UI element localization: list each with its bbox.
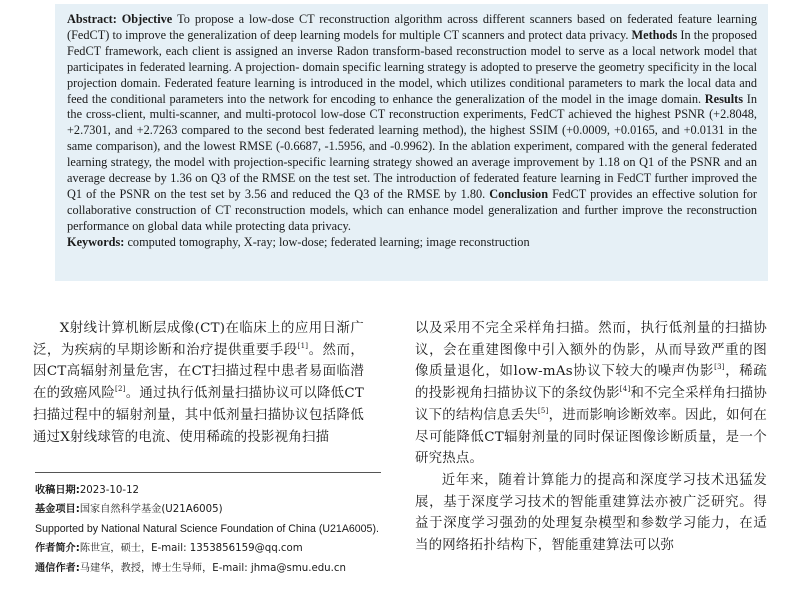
fund-label: 基金项目: xyxy=(35,504,80,516)
abstract-box xyxy=(55,4,768,281)
author-value: 陈世宣，硕士，E-mail: 1353856159@qq.com xyxy=(79,543,303,555)
author-info xyxy=(35,539,395,558)
corresponding-author xyxy=(35,559,395,578)
methods-label: Methods xyxy=(631,27,681,42)
objective-text: To propose a low-dose CT reconstruction algorithm across different scanners based on federated feature learning (FedCT) to improve the generalization of deep learning models for multiple CT scanners and protect data privacy. xyxy=(67,12,757,42)
intro-paragraph-1-cont xyxy=(415,318,767,470)
intro-paragraph-2: 近年来，随着计算能力的提高和深度学习技术迅猛发展，基于深度学习技术的智能重建算法亦被广泛研究。得益于深度学习强劲的处理复杂模型和参数学习能力，在适当的网络拓扑结构下，智能重建算法可以弥 xyxy=(415,472,767,554)
intro-text-a: X射线计算机断层成像(CT)在临床上的应用日渐广泛，为疾病的早期诊断和治疗提供重要手段 xyxy=(33,321,364,358)
fund-value: 国家自然科学基金(U21A6005) xyxy=(79,504,223,516)
body-column-right xyxy=(415,318,767,557)
corresponding-value: 马建华，教授，博士生导师，E-mail: jhma@smu.edu.cn xyxy=(79,562,346,574)
corresponding-label: 通信作者: xyxy=(35,562,80,574)
fund-project xyxy=(35,500,395,519)
citation-3[interactable]: [3] xyxy=(714,363,725,372)
methods-text: In the proposed FedCT framework, each client is assigned an inverse Radon transform-based reconstruction model to serve as a local network model that participates in federated learning. A projection- domain specific learning strategy is adopted to preserve the geometry specificity in the local projection domain. Federated feature learning is introduced in the model, which utilizes conditional parameters to mark the local data and feed the conditional parameters into the network for encoding to enhance the generalization of the model in the image domain. xyxy=(67,27,757,106)
received-date xyxy=(35,481,395,500)
abstract-label: Abstract: xyxy=(67,12,122,26)
conclusion-label: Conclusion xyxy=(489,186,553,201)
keywords-line xyxy=(67,235,757,251)
footnotes xyxy=(35,481,395,578)
author-label: 作者简介: xyxy=(35,543,80,555)
intro-cont-text-d: ，进而影响诊断效率。因此，如何在尽可能降低CT辐射剂量的同时保证图像诊断质量，是一个研究热点。 xyxy=(415,407,768,467)
results-text: In the cross-client, multi-scanner, and multi-protocol low-dose CT reconstruction experiments, FedCT achieved the highest PSNR (+2.8048, +2.7301, and +2.7263 compared to the second best federated learning method), the highest SSIM (+0.0009, +0.0165, and +0.0131 in the same comparison), and the lowest RMSE (-0.6687, -1.5956, and -0.9962). In the ablation experiment, compared with the general federated learning strategy, the model with projection-specific learning strategy showed an average improvement by 1.18 on Q1 of the PSNR and an average decrease by 1.36 on Q3 of the RMSE on the test set. The introduction of federated feature learning in FedCT further improved the Q1 of the PSNR on the test set by 3.56 and reduced the Q3 of the RMSE by 1.80. xyxy=(67,91,757,201)
objective-label: Objective xyxy=(121,12,178,26)
citation-1[interactable]: [1] xyxy=(297,341,309,350)
body-column-left xyxy=(33,318,364,448)
citation-5[interactable]: [5] xyxy=(537,406,549,415)
citation-4[interactable]: [4] xyxy=(619,385,631,394)
intro-cont-text-b: ，稀疏的投影视角扫描协议下的条纹伪影 xyxy=(415,364,767,402)
intro-cont-text-a: 以及采用不完全采样角扫描。然而，执行低剂量的扫描协议，会在重建图像中引入额外的伪影，从而导致严重的图像质量退化，如low-mAs协议下较大的噪声伪影 xyxy=(415,321,767,380)
keywords-text: computed tomography, X-ray; low-dose; federated learning; image reconstruction xyxy=(127,234,530,249)
conclusion-text: FedCT provides an effective solution for collaborative construction of CT reconstruction models, which can enhance model generalization and further improve the reconstruction performance on global data while protecting data privacy. xyxy=(67,186,757,233)
intro-cont-text-c: 和不完全采样角扫描协议下的结构信息丢失 xyxy=(415,386,767,423)
intro-text-c: 。通过执行低剂量扫描协议可以降低CT扫描过程中的辐射剂量，其中低剂量扫描协议包括降低通过X射线球管的电流、使用稀疏的投影视角扫描 xyxy=(33,386,365,445)
intro-paragraph-1 xyxy=(33,318,364,448)
received-value: 2023-10-12 xyxy=(79,485,140,496)
footnote-divider xyxy=(35,472,381,473)
fund-english: Supported by National Natural Science Foundation of China (U21A6005). xyxy=(35,522,379,535)
received-label: 收稿日期: xyxy=(35,485,80,496)
results-label: Results xyxy=(704,91,747,106)
keywords-label: Keywords: xyxy=(67,234,125,249)
citation-2[interactable]: [2] xyxy=(115,385,126,394)
intro-text-b: 。然而，因CT高辐射剂量危害，在CT扫描过程中患者易面临潜在的致癌风险 xyxy=(33,342,365,402)
